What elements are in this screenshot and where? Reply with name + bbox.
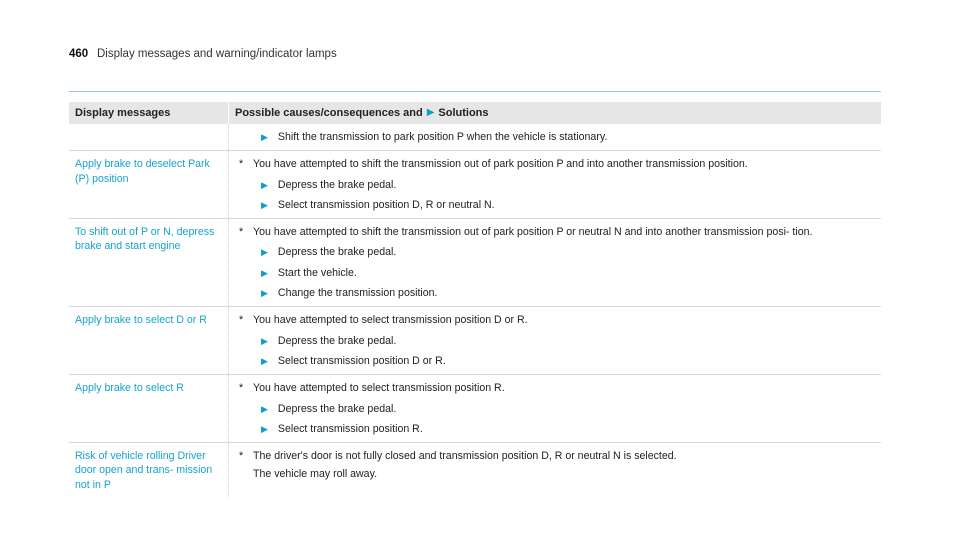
page-number: 460: [69, 48, 89, 60]
triangle-right-icon: ▶: [261, 403, 268, 414]
triangle-right-icon: ▶: [426, 107, 435, 119]
solution-text: Select transmission position R.: [277, 422, 423, 435]
table-row: [69, 219, 881, 307]
triangle-right-icon: ▶: [261, 132, 268, 142]
triangle-right-icon: ▶: [261, 288, 268, 299]
solution-text: Start the vehicle.: [277, 266, 357, 279]
solution-item: [239, 130, 875, 144]
solution-text: Depress the brake pedal.: [277, 246, 397, 259]
message-cell: Apply brake to select R: [69, 375, 229, 442]
solution-item: [239, 198, 875, 212]
solutions-cell: [229, 307, 881, 374]
bullet: *: [239, 314, 244, 327]
solution-item: [239, 402, 875, 416]
bullet: *: [239, 226, 244, 239]
table-row: [69, 307, 881, 375]
message-cell: Risk of vehicle rolling Driver door open and trans- mission not in P: [69, 443, 229, 498]
solution-text: Depress the brake pedal.: [277, 178, 397, 191]
page-header: [69, 47, 881, 92]
solution-item: [239, 354, 875, 368]
solution-item: [239, 178, 875, 192]
solution-text: Shift the transmission to park position P when the vehicle is stationary.: [277, 131, 608, 143]
triangle-right-icon: ▶: [261, 267, 268, 278]
triangle-right-icon: ▶: [261, 355, 268, 366]
column-header-causes-label: Possible causes/consequences and: [235, 106, 423, 119]
solution-item: [239, 334, 875, 348]
triangle-right-icon: ▶: [261, 335, 268, 346]
column-header-causes: [229, 102, 881, 124]
solution-text: Change the transmission position.: [277, 287, 438, 300]
solution-text: Depress the brake pedal.: [277, 334, 397, 347]
message-cell: To shift out of P or N, depress brake and start engine: [69, 219, 229, 306]
solution-text: Select transmission position D or R.: [277, 354, 446, 367]
column-header-solutions-label: Solutions: [438, 106, 489, 119]
column-header-messages: Display messages: [69, 102, 229, 124]
triangle-right-icon: ▶: [261, 423, 268, 434]
solutions-cell: [229, 124, 881, 150]
table-header: [69, 102, 881, 124]
cause-text: The driver's door is not fully closed and transmission position D, R or neutral N is selected.: [253, 450, 677, 463]
cause-item: [239, 449, 875, 463]
page-title: Display messages and warning/indicator lamps: [97, 48, 337, 60]
consequence-text: The vehicle may roll away.: [253, 468, 378, 481]
cause-text: You have attempted to shift the transmission out of park position P or neutral N and into another transmission posi- tion.: [253, 226, 813, 239]
triangle-right-icon: ▶: [261, 247, 268, 258]
solutions-cell: [229, 375, 881, 442]
solutions-cell: [229, 151, 881, 218]
bullet: *: [239, 158, 244, 171]
cause-item: [239, 381, 875, 395]
solution-item: [239, 266, 875, 280]
table-row: [69, 443, 881, 498]
triangle-right-icon: ▶: [261, 179, 268, 190]
solutions-cell: [229, 219, 881, 306]
bullet: *: [239, 450, 244, 463]
cause-text: You have attempted to shift the transmission out of park position P and into another transmission position.: [253, 158, 748, 171]
cause-item: [239, 225, 875, 239]
triangle-right-icon: ▶: [261, 199, 268, 210]
cause-text: You have attempted to select transmission position R.: [253, 382, 505, 395]
solution-item: [239, 286, 875, 300]
message-cell: Apply brake to select D or R: [69, 307, 229, 374]
table-row: [69, 151, 881, 219]
table-row: [69, 124, 881, 151]
solution-text: Select transmission position D, R or neutral N.: [277, 198, 495, 211]
cause-item: [239, 157, 875, 171]
bullet: *: [239, 382, 244, 395]
solution-item: [239, 422, 875, 436]
display-messages-table: [69, 102, 881, 498]
message-cell: Apply brake to deselect Park (P) position: [69, 151, 229, 218]
solutions-cell: [229, 443, 881, 498]
solution-item: [239, 245, 875, 259]
cause-item: [239, 313, 875, 327]
table-row: [69, 375, 881, 443]
cause-text: You have attempted to select transmission position D or R.: [253, 314, 528, 327]
solution-text: Depress the brake pedal.: [277, 402, 397, 415]
message-cell: [69, 124, 229, 150]
